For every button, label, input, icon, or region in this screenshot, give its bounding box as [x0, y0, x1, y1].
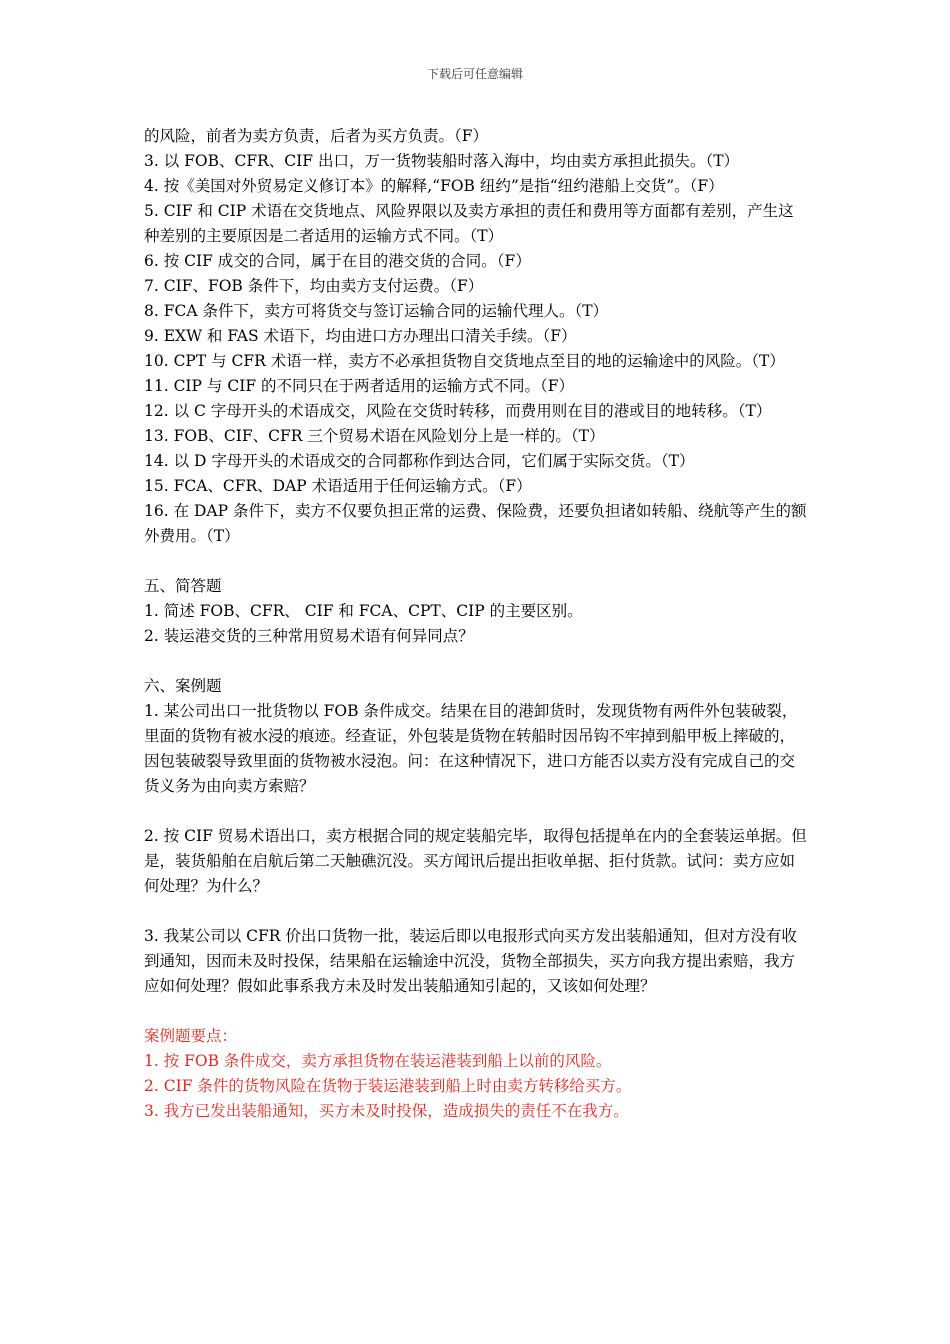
- section-spacer: [144, 999, 808, 1024]
- judgement-item: 16. 在 DAP 条件下，卖方不仅要负担正常的运费、保险费，还要负担诸如转船、绕航等产生的额外费用。（T）: [144, 502, 807, 545]
- question-item: 1. 简述 FOB、CFR、 CIF 和 FCA、CPT、CIP 的主要区别。: [144, 602, 583, 620]
- judgement-item: 8. FCA 条件下，卖方可将货交与签订运输合同的运输代理人。（T）: [144, 302, 609, 320]
- judgement-item: 的风险，前者为卖方负责，后者为买方负责。（F）: [144, 127, 489, 145]
- answer-item: 3. 我方已发出装船通知，买方未及时投保，造成损失的责任不在我方。: [144, 1102, 629, 1120]
- judgement-item: 6. 按 CIF 成交的合同，属于在目的港交货的合同。（F）: [144, 252, 531, 270]
- answer-item: 2. CIF 条件的货物风险在货物于装运港装到船上时由卖方转移给买方。: [144, 1077, 632, 1095]
- document-body: [144, 124, 808, 1124]
- judgement-item: 4. 按《美国对外贸易定义修订本》的解释,“FOB 纽约”是指“纽约港船上交货”。（F）: [144, 177, 724, 195]
- judgement-item: 7. CIF、FOB 条件下，均由卖方支付运费。（F）: [144, 277, 484, 295]
- page-header: 下载后可任意编辑: [426, 67, 523, 81]
- judgement-item: 5. CIF 和 CIP 术语在交货地点、风险界限以及卖方承担的责任和费用等方面都有差别，产生这种差别的主要原因是二者适用的运输方式不同。（T）: [144, 202, 794, 245]
- question-item: 2. 装运港交货的三种常用贸易术语有何异同点？: [144, 627, 474, 645]
- judgement-item: 11. CIP 与 CIF 的不同只在于两者适用的运输方式不同。（F）: [144, 377, 575, 395]
- case-item: 3. 我某公司以 CFR 价出口货物一批，装运后即以电报形式向买方发出装船通知，但对方没有收到通知，因而未及时投保，结果船在运输途中沉没，货物全部损失，买方向我方提出索赔，我方应如何处理？假如此事系我方未及时发出装船通知引起的，又该如何处理？: [144, 927, 797, 995]
- section-spacer: [144, 549, 808, 574]
- judgement-item: 12. 以 C 字母开头的术语成交，风险在交货时转移，而费用则在目的港或目的地转移。（T）: [144, 402, 772, 420]
- paragraph-spacer: [144, 899, 808, 924]
- section-spacer: [144, 649, 808, 674]
- judgement-item: 3. 以 FOB、CFR、CIF 出口，万一货物装船时落入海中，均由卖方承担此损失。（T）: [144, 152, 740, 170]
- judgement-section: [144, 124, 808, 549]
- judgement-item: 15. FCA、CFR、DAP 术语适用于任何运输方式。（F）: [144, 477, 532, 495]
- section-title: 案例题要点：: [144, 1027, 238, 1045]
- case-answers-section: [144, 1024, 808, 1124]
- judgement-item: 9. EXW 和 FAS 术语下，均由进口方办理出口清关手续。（F）: [144, 327, 577, 345]
- case-section: [144, 674, 808, 999]
- answer-item: 1. 按 FOB 条件成交，卖方承担货物在装运港装到船上以前的风险。: [144, 1052, 612, 1070]
- judgement-item: 10. CPT 与 CFR 术语一样，卖方不必承担货物自交货地点至目的地的运输途中的风险。（T）: [144, 352, 785, 370]
- section-title: 五、简答题: [144, 577, 222, 595]
- case-item: 1. 某公司出口一批货物以 FOB 条件成交。结果在目的港卸货时，发现货物有两件外包装破裂，里面的货物有被水浸的痕迹。经查证，外包装是货物在转船时因吊钩不牢掉到船甲板上摔破的，因包装破裂导致里面的货物被水浸泡。问：在这种情况下，进口方能否以卖方没有完成自己的交货义务为由向卖方索赔？: [144, 702, 798, 795]
- judgement-item: 13. FOB、CIF、CFR 三个贸易术语在风险划分上是一样的。（T）: [144, 427, 605, 445]
- case-item: 2. 按 CIF 贸易术语出口，卖方根据合同的规定装船完毕，取得包括提单在内的全套装运单据。但是，装货船舶在启航后第二天触礁沉没。买方闻讯后提出拒收单据、拒付货款。试问：卖方应如何处理？为什么？: [144, 827, 807, 895]
- section-title: 六、案例题: [144, 677, 222, 695]
- short-answer-section: [144, 574, 808, 649]
- paragraph-spacer: [144, 799, 808, 824]
- judgement-item: 14. 以 D 字母开头的术语成交的合同都称作到达合同，它们属于实际交货。（T）: [144, 452, 695, 470]
